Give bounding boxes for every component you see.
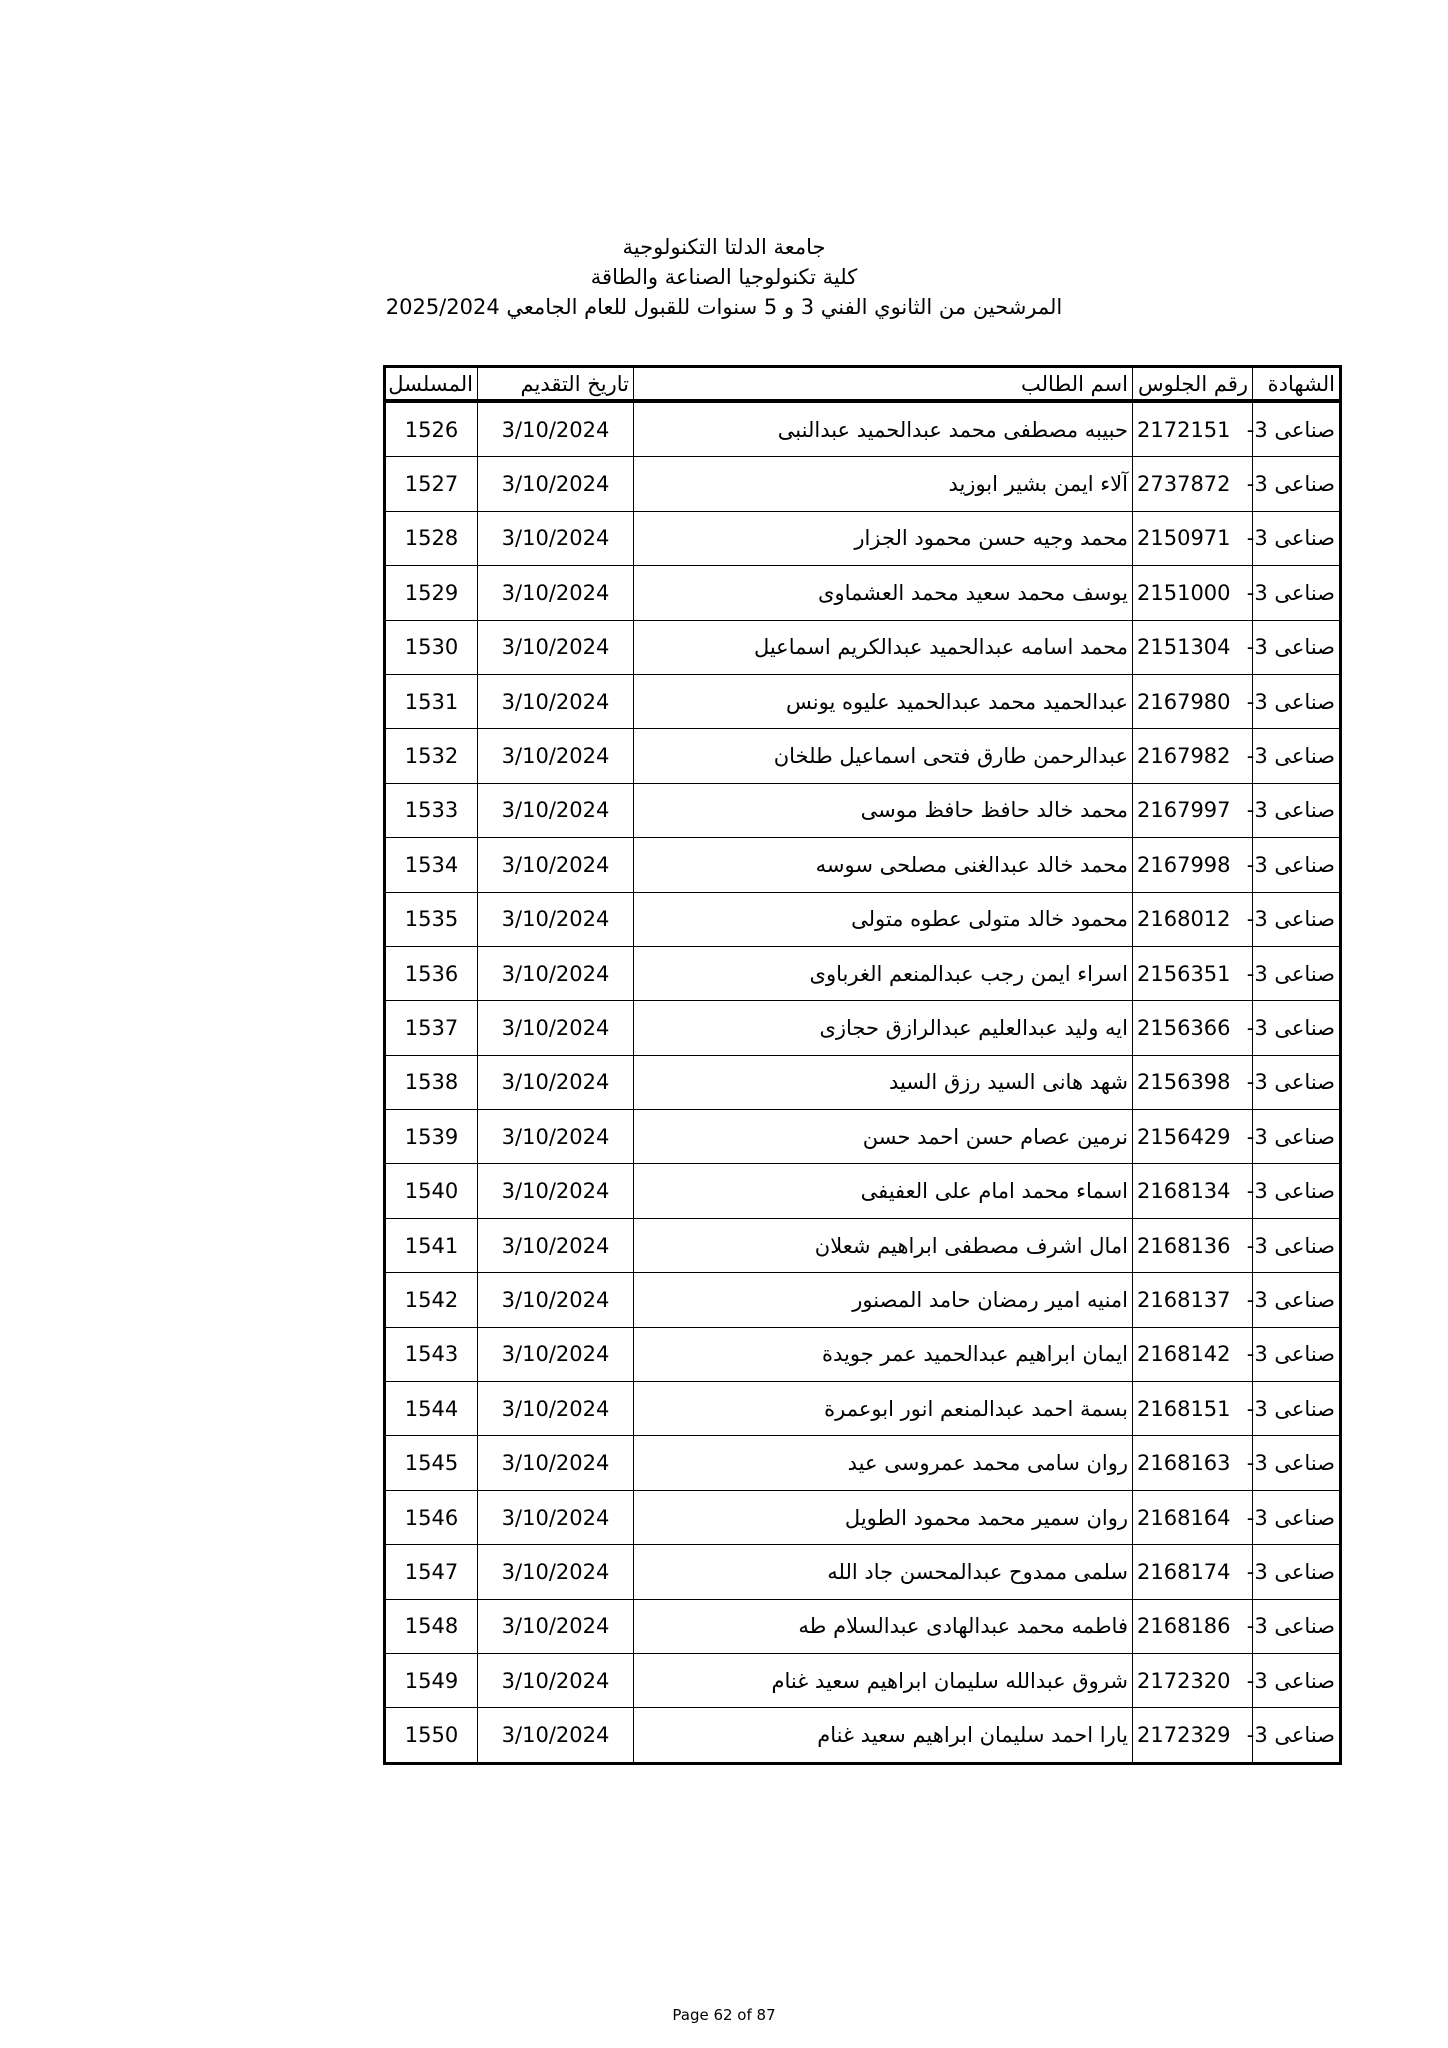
cell-serial: 1536 — [385, 946, 478, 1000]
cell-serial: 1537 — [385, 1001, 478, 1055]
table-row — [385, 946, 1341, 1000]
cell-serial: 1528 — [385, 511, 478, 565]
cell-seat-number: 2172320 — [1133, 1653, 1253, 1707]
cell-serial: 1535 — [385, 892, 478, 946]
cell-serial: 1538 — [385, 1055, 478, 1109]
cell-serial: 1530 — [385, 620, 478, 674]
cell-seat-number: 2156429 — [1133, 1110, 1253, 1164]
cell-seat-number: 2167980 — [1133, 674, 1253, 728]
cell-serial: 1543 — [385, 1327, 478, 1381]
cell-date: 3/10/2024 — [478, 1382, 634, 1436]
cell-certificate: صناعى 3- — [1253, 1382, 1341, 1436]
cell-certificate: صناعى 3- — [1253, 1436, 1341, 1490]
cell-seat-number: 2151304 — [1133, 620, 1253, 674]
cell-date: 3/10/2024 — [478, 401, 634, 457]
university-name: جامعة الدلتا التكنولوجية — [622, 235, 826, 259]
cell-date: 3/10/2024 — [478, 457, 634, 511]
cell-student-name: شروق عبدالله سليمان ابراهيم سعيد غنام — [634, 1653, 1133, 1707]
cell-certificate: صناعى 3- — [1253, 838, 1341, 892]
cell-seat-number: 2168186 — [1133, 1599, 1253, 1653]
cell-serial: 1539 — [385, 1110, 478, 1164]
cell-student-name: محمد خالد عبدالغنى مصلحى سوسه — [634, 838, 1133, 892]
cell-student-name: شهد هانى السيد رزق السيد — [634, 1055, 1133, 1109]
cell-certificate: صناعى 3- — [1253, 1110, 1341, 1164]
document-heading — [0, 232, 1448, 322]
cell-seat-number: 2151000 — [1133, 566, 1253, 620]
cell-student-name: آلاء ايمن بشير ابوزيد — [634, 457, 1133, 511]
cell-student-name: امال اشرف مصطفى ابراهيم شعلان — [634, 1218, 1133, 1272]
table-row — [385, 1708, 1341, 1763]
cell-student-name: محمد اسامه عبدالحميد عبدالكريم اسماعيل — [634, 620, 1133, 674]
cell-serial: 1545 — [385, 1436, 478, 1490]
cell-seat-number: 2156366 — [1133, 1001, 1253, 1055]
cell-certificate: صناعى 3- — [1253, 892, 1341, 946]
cell-seat-number: 2172329 — [1133, 1708, 1253, 1763]
table-row — [385, 1218, 1341, 1272]
cell-date: 3/10/2024 — [478, 1164, 634, 1218]
cell-seat-number: 2172151 — [1133, 401, 1253, 457]
cell-certificate: صناعى 3- — [1253, 1273, 1341, 1327]
cell-student-name: يوسف محمد سعيد محمد العشماوى — [634, 566, 1133, 620]
page-number: Page 62 of 87 — [672, 2006, 776, 2024]
cell-certificate: صناعى 3- — [1253, 946, 1341, 1000]
cell-date: 3/10/2024 — [478, 1327, 634, 1381]
table-row — [385, 1599, 1341, 1653]
cell-date: 3/10/2024 — [478, 1708, 634, 1763]
cell-date: 3/10/2024 — [478, 1545, 634, 1599]
cell-date: 3/10/2024 — [478, 1001, 634, 1055]
cell-student-name: روان سمير محمد محمود الطويل — [634, 1490, 1133, 1544]
column-header-name: اسم الطالب — [634, 367, 1133, 402]
table-row — [385, 566, 1341, 620]
column-header-seat: رقم الجلوس — [1133, 367, 1253, 402]
cell-certificate: صناعى 3- — [1253, 1490, 1341, 1544]
cell-certificate: صناعى 3- — [1253, 1164, 1341, 1218]
cell-certificate: صناعى 3- — [1253, 1653, 1341, 1707]
cell-serial: 1532 — [385, 729, 478, 783]
cell-student-name: ايه وليد عبدالعليم عبدالرازق حجازى — [634, 1001, 1133, 1055]
cell-date: 3/10/2024 — [478, 566, 634, 620]
cell-seat-number: 2168174 — [1133, 1545, 1253, 1599]
cell-student-name: روان سامى محمد عمروسى عيد — [634, 1436, 1133, 1490]
cell-seat-number: 2168151 — [1133, 1382, 1253, 1436]
cell-date: 3/10/2024 — [478, 1273, 634, 1327]
cell-seat-number: 2167982 — [1133, 729, 1253, 783]
cell-student-name: محمود خالد متولى عطوه متولى — [634, 892, 1133, 946]
column-header-date: تاريخ التقديم — [478, 367, 634, 402]
cell-serial: 1531 — [385, 674, 478, 728]
table-row — [385, 1273, 1341, 1327]
table-row — [385, 1327, 1341, 1381]
cell-student-name: امنيه امير رمضان حامد المصنور — [634, 1273, 1133, 1327]
table-row — [385, 729, 1341, 783]
cell-certificate: صناعى 3- — [1253, 1055, 1341, 1109]
cell-student-name: سلمى ممدوح عبدالمحسن جاد الله — [634, 1545, 1133, 1599]
table-row — [385, 1001, 1341, 1055]
candidates-table — [383, 365, 1342, 1765]
column-header-serial: المسلسل — [385, 367, 478, 402]
cell-serial: 1542 — [385, 1273, 478, 1327]
cell-date: 3/10/2024 — [478, 1218, 634, 1272]
cell-date: 3/10/2024 — [478, 946, 634, 1000]
cell-student-name: محمد وجيه حسن محمود الجزار — [634, 511, 1133, 565]
column-header-certificate: الشهادة — [1253, 367, 1341, 402]
cell-date: 3/10/2024 — [478, 1599, 634, 1653]
cell-seat-number: 2168136 — [1133, 1218, 1253, 1272]
cell-student-name: فاطمه محمد عبدالهادى عبدالسلام طه — [634, 1599, 1133, 1653]
table-row — [385, 1110, 1341, 1164]
cell-student-name: حبيبه مصطفى محمد عبدالحميد عبدالنبى — [634, 401, 1133, 457]
cell-seat-number: 2168142 — [1133, 1327, 1253, 1381]
table-row — [385, 511, 1341, 565]
cell-seat-number: 2156398 — [1133, 1055, 1253, 1109]
cell-serial: 1549 — [385, 1653, 478, 1707]
cell-student-name: نرمين عصام حسن احمد حسن — [634, 1110, 1133, 1164]
cell-serial: 1534 — [385, 838, 478, 892]
cell-student-name: اسماء محمد امام على العفيفى — [634, 1164, 1133, 1218]
cell-date: 3/10/2024 — [478, 729, 634, 783]
cell-student-name: بسمة احمد عبدالمنعم انور ابوعمرة — [634, 1382, 1133, 1436]
cell-student-name: محمد خالد حافظ حافظ موسى — [634, 783, 1133, 837]
cell-student-name: اسراء ايمن رجب عبدالمنعم الغرباوى — [634, 946, 1133, 1000]
cell-date: 3/10/2024 — [478, 838, 634, 892]
table-row — [385, 1436, 1341, 1490]
cell-seat-number: 2167997 — [1133, 783, 1253, 837]
cell-seat-number: 2168134 — [1133, 1164, 1253, 1218]
table-row — [385, 892, 1341, 946]
cell-student-name: عبدالرحمن طارق فتحى اسماعيل طلخان — [634, 729, 1133, 783]
cell-certificate: صناعى 3- — [1253, 1218, 1341, 1272]
cell-date: 3/10/2024 — [478, 892, 634, 946]
cell-student-name: ايمان ابراهيم عبدالحميد عمر جويدة — [634, 1327, 1133, 1381]
table-row — [385, 457, 1341, 511]
cell-serial: 1550 — [385, 1708, 478, 1763]
cell-seat-number: 2737872 — [1133, 457, 1253, 511]
cell-serial: 1527 — [385, 457, 478, 511]
cell-date: 3/10/2024 — [478, 1653, 634, 1707]
cell-certificate: صناعى 3- — [1253, 457, 1341, 511]
cell-seat-number: 2168137 — [1133, 1273, 1253, 1327]
table-row — [385, 674, 1341, 728]
cell-certificate: صناعى 3- — [1253, 1708, 1341, 1763]
cell-certificate: صناعى 3- — [1253, 783, 1341, 837]
cell-student-name: يارا احمد سليمان ابراهيم سعيد غنام — [634, 1708, 1133, 1763]
table-row — [385, 838, 1341, 892]
cell-date: 3/10/2024 — [478, 783, 634, 837]
cell-serial: 1540 — [385, 1164, 478, 1218]
cell-date: 3/10/2024 — [478, 1110, 634, 1164]
table-header-row — [385, 367, 1341, 402]
cell-date: 3/10/2024 — [478, 1436, 634, 1490]
cell-certificate: صناعى 3- — [1253, 1001, 1341, 1055]
cell-serial: 1548 — [385, 1599, 478, 1653]
cell-certificate: صناعى 3- — [1253, 401, 1341, 457]
cell-certificate: صناعى 3- — [1253, 620, 1341, 674]
cell-student-name: عبدالحميد محمد عبدالحميد عليوه يونس — [634, 674, 1133, 728]
cell-date: 3/10/2024 — [478, 1055, 634, 1109]
cell-certificate: صناعى 3- — [1253, 674, 1341, 728]
table-row — [385, 1545, 1341, 1599]
table-row — [385, 783, 1341, 837]
cell-serial: 1526 — [385, 401, 478, 457]
cell-seat-number: 2156351 — [1133, 946, 1253, 1000]
cell-date: 3/10/2024 — [478, 674, 634, 728]
cell-certificate: صناعى 3- — [1253, 1327, 1341, 1381]
cell-date: 3/10/2024 — [478, 620, 634, 674]
cell-certificate: صناعى 3- — [1253, 1545, 1341, 1599]
cell-serial: 1533 — [385, 783, 478, 837]
table-row — [385, 1382, 1341, 1436]
cell-serial: 1547 — [385, 1545, 478, 1599]
list-title: المرشحين من الثانوي الفني 3 و 5 سنوات للقبول للعام الجامعي 2025/2024 — [385, 295, 1063, 319]
cell-serial: 1541 — [385, 1218, 478, 1272]
cell-seat-number: 2167998 — [1133, 838, 1253, 892]
cell-certificate: صناعى 3- — [1253, 729, 1341, 783]
cell-certificate: صناعى 3- — [1253, 511, 1341, 565]
cell-serial: 1544 — [385, 1382, 478, 1436]
table-row — [385, 1055, 1341, 1109]
table-row — [385, 401, 1341, 457]
cell-certificate: صناعى 3- — [1253, 1599, 1341, 1653]
cell-seat-number: 2168012 — [1133, 892, 1253, 946]
table-row — [385, 1164, 1341, 1218]
cell-date: 3/10/2024 — [478, 1490, 634, 1544]
table-row — [385, 1653, 1341, 1707]
faculty-name: كلية تكنولوجيا الصناعة والطاقة — [590, 265, 858, 289]
cell-seat-number: 2150971 — [1133, 511, 1253, 565]
cell-serial: 1529 — [385, 566, 478, 620]
cell-certificate: صناعى 3- — [1253, 566, 1341, 620]
table-row — [385, 1490, 1341, 1544]
cell-seat-number: 2168164 — [1133, 1490, 1253, 1544]
cell-date: 3/10/2024 — [478, 511, 634, 565]
table-row — [385, 620, 1341, 674]
cell-seat-number: 2168163 — [1133, 1436, 1253, 1490]
cell-serial: 1546 — [385, 1490, 478, 1544]
